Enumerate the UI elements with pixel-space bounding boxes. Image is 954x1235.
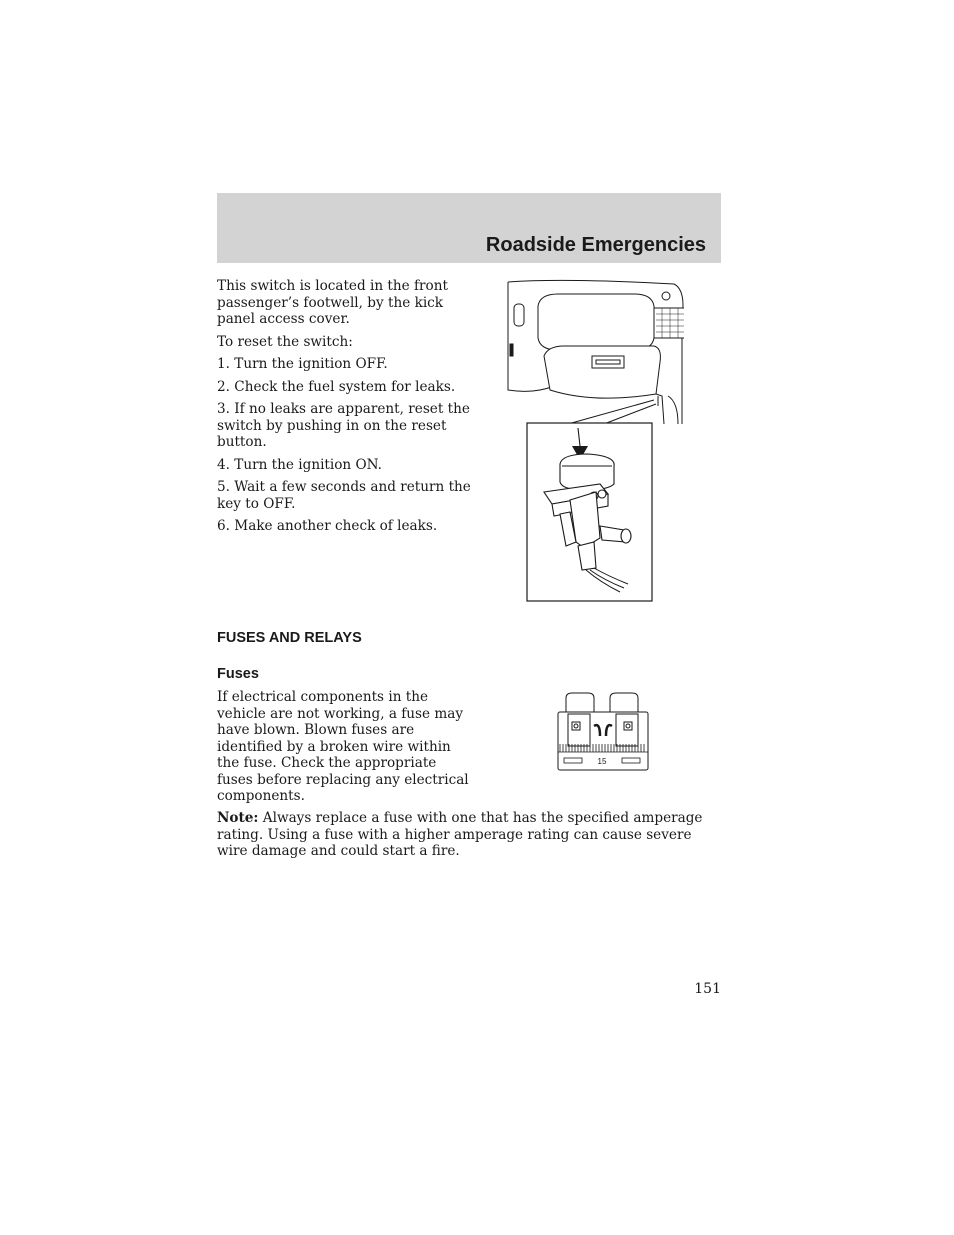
blade-fuse-illustration [556, 690, 650, 772]
header-band [217, 193, 721, 263]
step-3: 3. If no leaks are apparent, reset the switch by pushing in on the reset button. [217, 401, 470, 450]
page-title: Roadside Emergencies [485, 234, 706, 256]
step-5: 5. Wait a few seconds and return the key to OFF. [217, 479, 471, 512]
fuses-subheading: Fuses [217, 666, 259, 682]
step-6: 6. Make another check of leaks. [217, 518, 438, 534]
fuses-paragraph: If electrical components in the vehicle are not working, a fuse may have blown. Blown fuses are identified by a broken wire within the fuse. Check the appropriate fuses before replacing any electrical components. [217, 689, 469, 804]
page-number: 151 [694, 981, 721, 997]
note-text: Always replace a fuse with one that has the specified amperage rating. Using a fuse with a higher amperage rating can cause severe wire damage and could start a fire. [217, 810, 703, 859]
step-1: 1. Turn the ignition OFF. [217, 356, 388, 372]
fuses-and-relays-heading: FUSES AND RELAYS [217, 630, 362, 646]
step-2: 2. Check the fuel system for leaks. [217, 378, 456, 395]
intro-paragraph: This switch is located in the front passenger’s footwell, by the kick panel access cover. [217, 278, 448, 327]
step-4: 4. Turn the ignition ON. [217, 456, 382, 473]
note-label: Note: [217, 810, 259, 826]
fuse-rating-label: 15 [597, 757, 607, 766]
note-paragraph [217, 810, 722, 860]
reset-intro: To reset the switch: [217, 333, 353, 350]
fuel-pump-shutoff-switch-illustration [504, 278, 684, 604]
intro-text [217, 278, 472, 541]
